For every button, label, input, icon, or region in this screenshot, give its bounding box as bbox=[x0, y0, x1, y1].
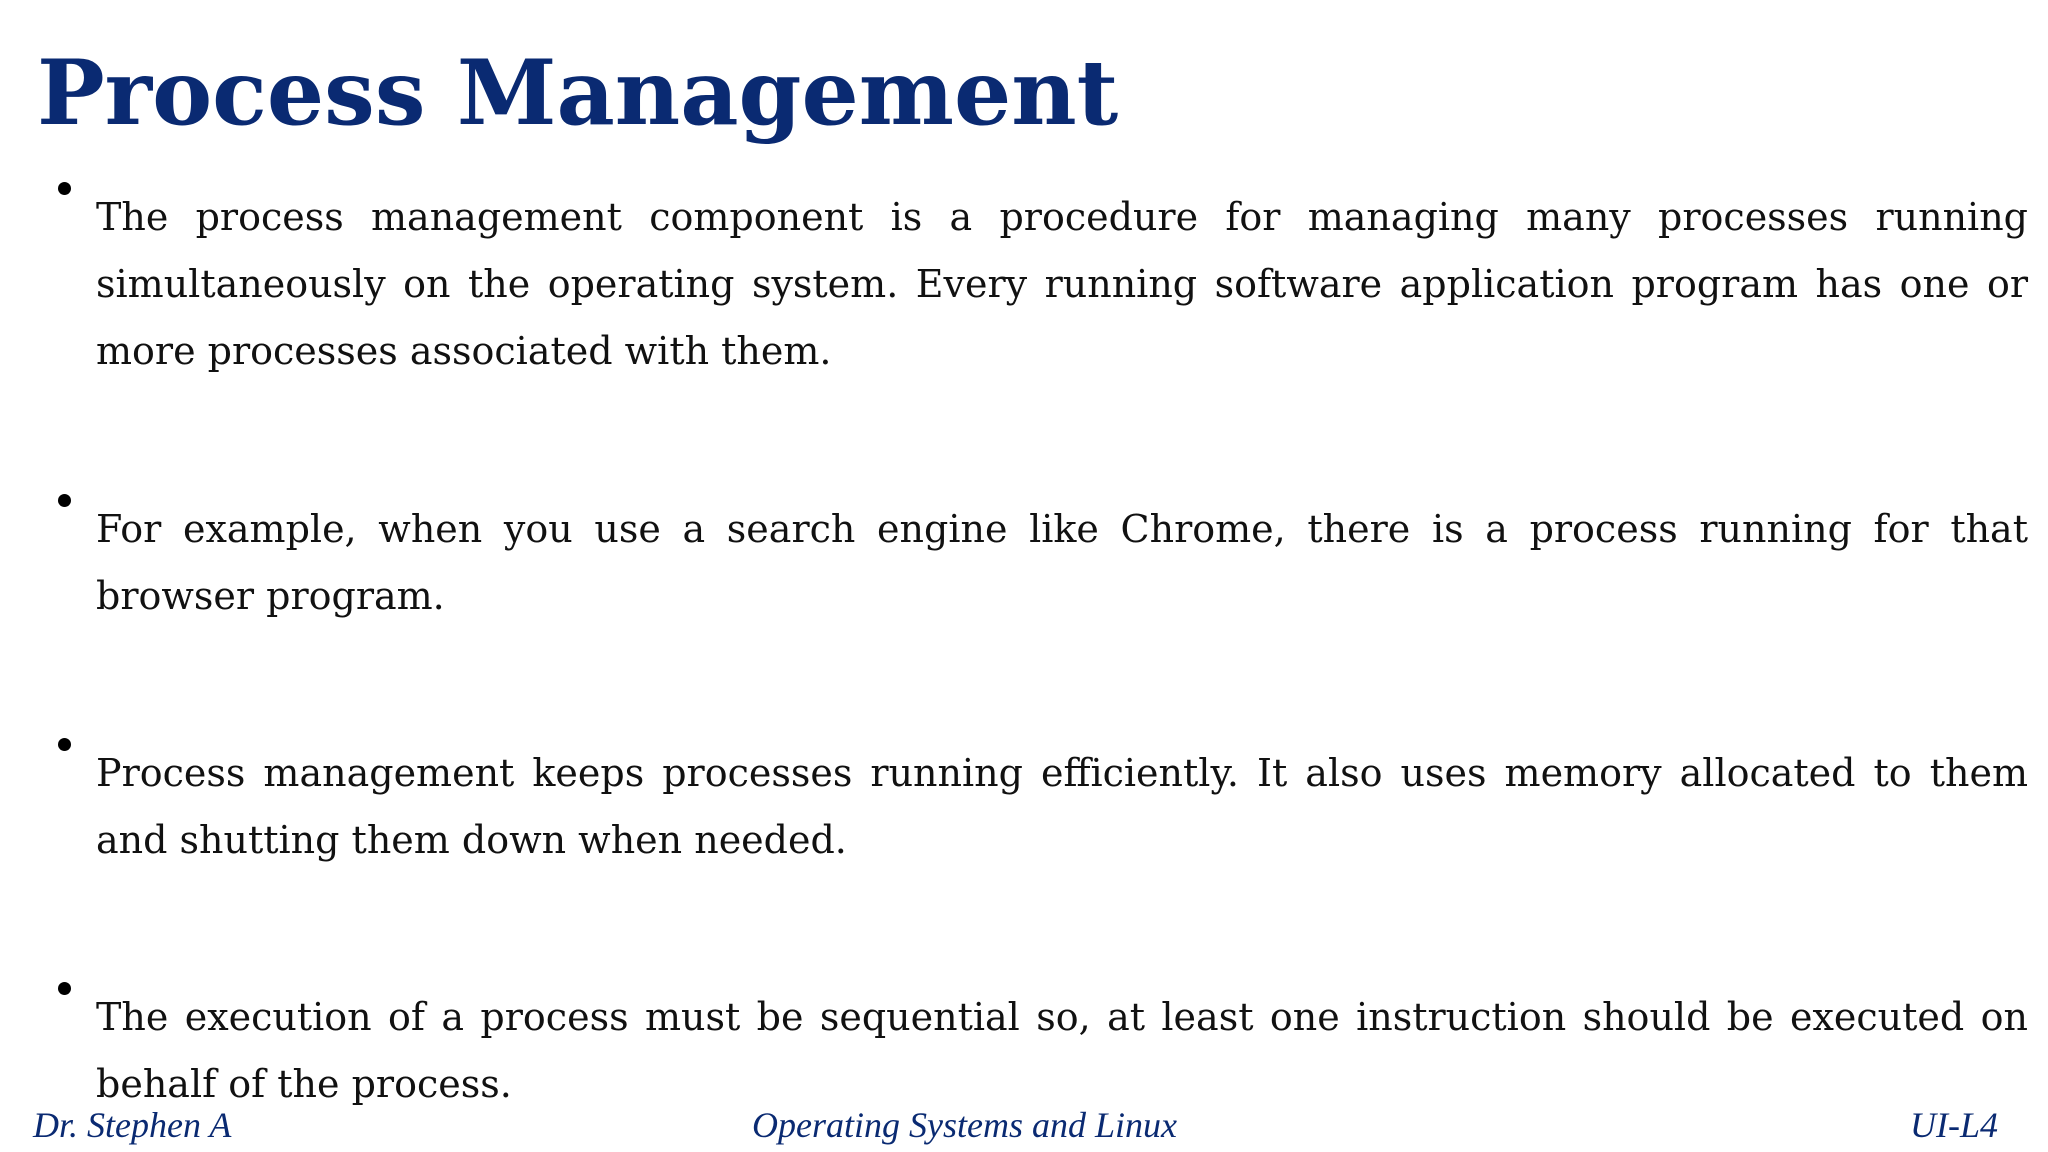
bullet-dot-icon bbox=[58, 738, 71, 751]
slide-footer bbox=[0, 1098, 2048, 1152]
bullet-text: The process management component is a procedure for managing many processes running simultaneously on the operating system. Every running software application program has one or more processes associated with them. bbox=[96, 195, 2028, 373]
footer-unit-label: UI-L4 bbox=[1910, 1105, 1998, 1145]
bullet-dot-icon bbox=[58, 494, 71, 507]
bullet-dot-icon bbox=[58, 182, 71, 195]
bullet-dot-icon bbox=[58, 982, 71, 995]
bullet-text: The execution of a process must be sequential so, at least one instruction should be executed on behalf of the process. bbox=[96, 995, 2028, 1106]
bullet-text: Process management keeps processes running efficiently. It also uses memory allocated to them and shutting them down when needed. bbox=[96, 751, 2028, 862]
footer-course-title: Operating Systems and Linux bbox=[752, 1105, 1177, 1145]
slide-title: Process Management bbox=[37, 40, 1119, 146]
bullet-text: For example, when you use a search engine like Chrome, there is a process running for that browser program. bbox=[96, 507, 2028, 618]
footer-author: Dr. Stephen A bbox=[33, 1105, 232, 1145]
